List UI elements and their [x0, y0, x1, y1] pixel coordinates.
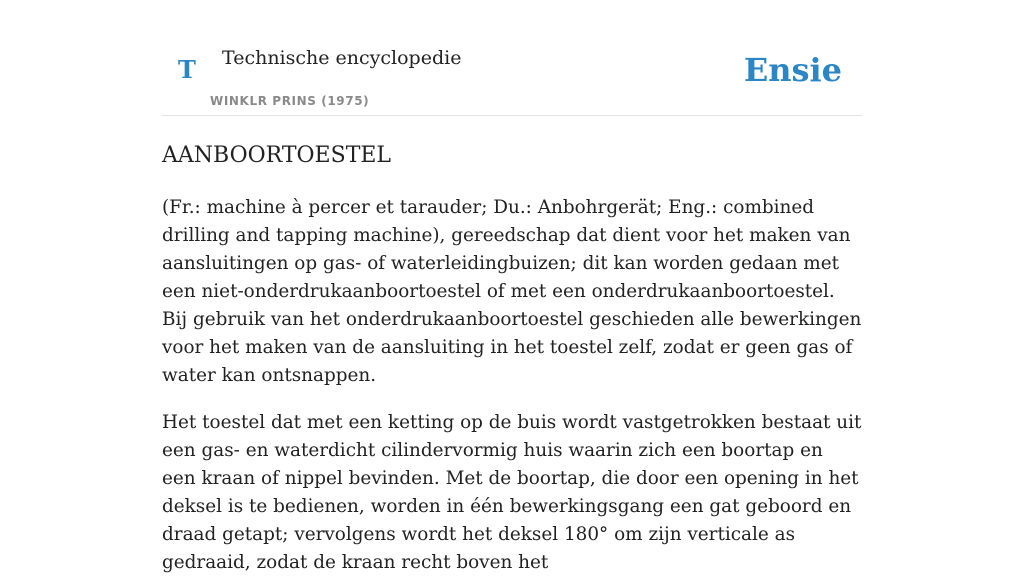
ensie-logo[interactable]: Ensie	[743, 51, 842, 89]
book-source: WINKLR PRINS (1975)	[210, 94, 370, 108]
content-container	[162, 0, 862, 577]
header	[162, 0, 862, 116]
book-title-link[interactable]: Technische encyclopedie	[222, 47, 462, 69]
article-paragraph-1: (Fr.: machine à percer et tarauder; Du.: Anbohrgerät; Eng.: combined drilling and tapping machine), gereedschap dat dient voor het maken van aansluitingen op gas- of waterleidingbuizen; dit kan worden gedaan met een niet-onderdrukaanboortoestel of met een onderdrukaanboortoestel. Bij gebruik van het onderdrukaanboortoestel geschieden alle bewerkingen voor het maken van de aansluiting in het toestel zelf, zodat er geen gas of water kan ontsnappen.	[162, 197, 862, 386]
book-icon[interactable]: T	[178, 55, 196, 84]
article-title: AANBOORTOESTEL	[162, 143, 392, 168]
article-paragraph-2: Het toestel dat met een ketting op de buis wordt vastgetrokken bestaat uit een gas- en waterdicht cilindervormig huis waarin zich een boortap en een kraan of nippel bevinden. Met de boortap, die door een opening in het deksel is te bedienen, worden in één bewerkingsgang een gat geboord en draad getapt; vervolgens wordt het deksel 180° om zijn verticale as gedraaid, zodat de kraan recht boven het	[162, 412, 862, 573]
